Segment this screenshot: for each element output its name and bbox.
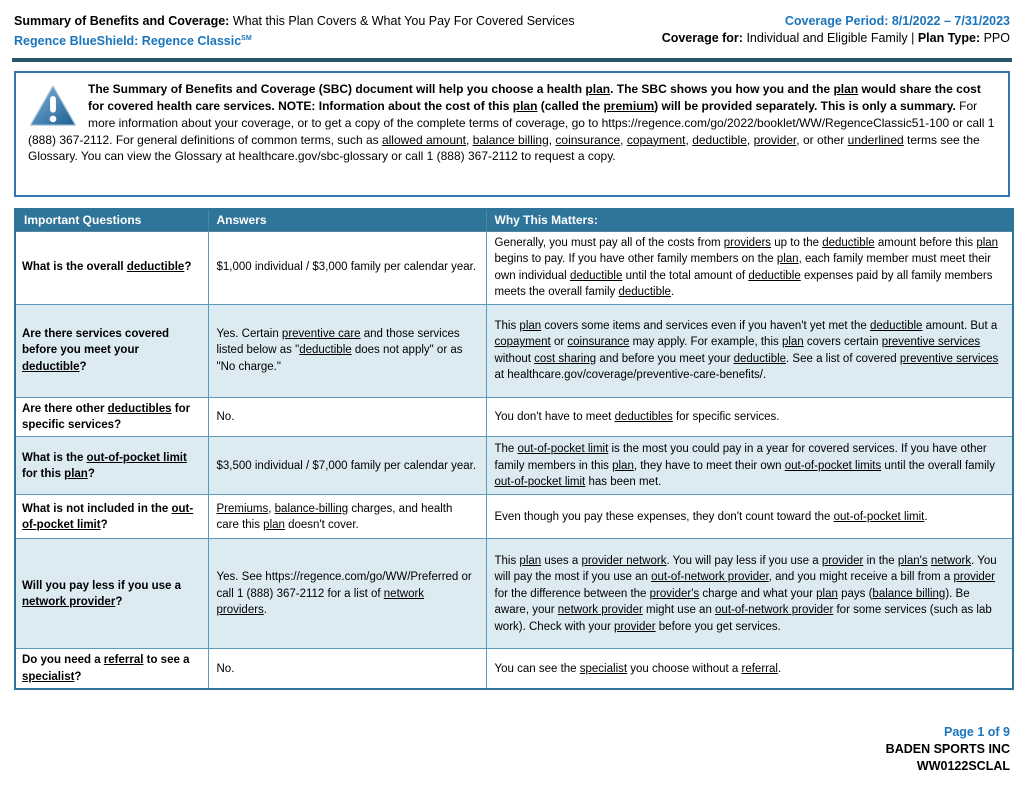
page-number: Page 1 of 9	[944, 725, 1010, 739]
header-left	[14, 13, 575, 50]
table-row	[15, 397, 1013, 437]
answer-cell: Yes. Certain preventive care and those services listed below as "deductible does not apply" or as "No charge."	[208, 304, 486, 397]
answer-cell: No.	[208, 397, 486, 437]
column-header-important-questions: Important Questions	[15, 209, 208, 231]
company-name: BADEN SPORTS INC	[885, 742, 1010, 756]
table-row	[15, 539, 1013, 649]
why-cell: Even though you pay these expenses, they don't count toward the out-of-pocket limit.	[486, 495, 1013, 539]
table-row	[15, 649, 1013, 689]
answer-cell: No.	[208, 649, 486, 689]
answer-cell: Yes. See https://regence.com/go/WW/Preferred or call 1 (888) 367-2112 for a list of network providers.	[208, 539, 486, 649]
notice-box	[14, 71, 1010, 197]
column-header-why-this-matters: Why This Matters:	[486, 209, 1013, 231]
why-cell: Generally, you must pay all of the costs from providers up to the deductible amount before this plan begins to pay. If you have other family members on the plan, each family member must meet their own individual deductible until the total amount of deductible expenses paid by all family members meets the overall family deductible.	[486, 231, 1013, 304]
plan-name: Regence BlueShield: Regence Classic℠	[14, 34, 252, 49]
question-cell: Are there other deductibles for specific services?	[15, 397, 208, 437]
table-row	[15, 231, 1013, 304]
document-header	[0, 0, 1024, 50]
header-divider	[12, 58, 1012, 62]
table-row	[15, 495, 1013, 539]
why-cell: The out-of-pocket limit is the most you could pay in a year for covered services. If you have other family members in this plan, they have to meet their own out-of-pocket limits until the overall family out-of-pocket limit has been met.	[486, 437, 1013, 495]
why-cell: This plan uses a provider network. You will pay less if you use a provider in the plan's network. You will pay the most if you use an out-of-network provider, and you might receive a bill from a provider for the difference between the provider's charge and what your plan pays (balance billing). Be aware, your network provider might use an out-of-network provider for some services (such as lab work). Check with your provider before you get services.	[486, 539, 1013, 649]
question-cell: Are there services covered before you meet your deductible?	[15, 304, 208, 397]
notice-text: The Summary of Benefits and Coverage (SBC) document will help you choose a health plan. The SBC shows you how you and the plan would share the cost for covered health care services. NOTE: Information about the cost of this plan (called the premium) will be provided separately. This is only a summary. For more information about your coverage, or to get a copy of the complete terms of coverage, go to https://regence.com/go/2022/booklet/WW/RegenceClassic51-100 or call 1 (888) 367-2112. For general definitions of common terms, such as allowed amount, balance billing, coinsurance, copayment, deductible, provider, or other underlined terms see the Glossary. You can view the Glossary at healthcare.gov/sbc-glossary or call 1 (888) 367-2112 to request a copy.	[28, 82, 995, 164]
question-cell: What is the out-of-pocket limit for this plan?	[15, 437, 208, 495]
document-footer	[886, 724, 1010, 775]
why-cell: You don't have to meet deductibles for specific services.	[486, 397, 1013, 437]
why-cell: This plan covers some items and services even if you haven't yet met the deductible amount. But a copayment or coinsurance may apply. For example, this plan covers certain preventive services without cost sharing and before you meet your deductible. See a list of covered preventive services at healthcare.gov/coverage/preventive-care-benefits/.	[486, 304, 1013, 397]
warning-triangle-icon	[28, 83, 78, 129]
coverage-period: Coverage Period: 8/1/2022 – 7/31/2023	[784, 14, 1010, 28]
answer-cell: $3,500 individual / $7,000 family per calendar year.	[208, 437, 486, 495]
coverage-for: Coverage for: Individual and Eligible Family | Plan Type: PPO	[661, 31, 1010, 45]
table-row	[15, 304, 1013, 397]
column-header-answers: Answers	[208, 209, 486, 231]
answer-cell: Premiums, balance-billing charges, and health care this plan doesn't cover.	[208, 495, 486, 539]
question-cell: Will you pay less if you use a network provider?	[15, 539, 208, 649]
question-cell: What is the overall deductible?	[15, 231, 208, 304]
question-cell: Do you need a referral to see a specialist?	[15, 649, 208, 689]
document-code: WW0122SCLAL	[916, 759, 1010, 773]
document-title: Summary of Benefits and Coverage: What this Plan Covers & What You Pay For Covered Services	[14, 14, 575, 28]
table-header-row	[15, 209, 1013, 231]
answer-cell: $1,000 individual / $3,000 family per calendar year.	[208, 231, 486, 304]
important-questions-table	[14, 208, 1014, 690]
header-right	[662, 13, 1010, 47]
table-row	[15, 437, 1013, 495]
why-cell: You can see the specialist you choose without a referral.	[486, 649, 1013, 689]
question-cell: What is not included in the out-of-pocket limit?	[15, 495, 208, 539]
